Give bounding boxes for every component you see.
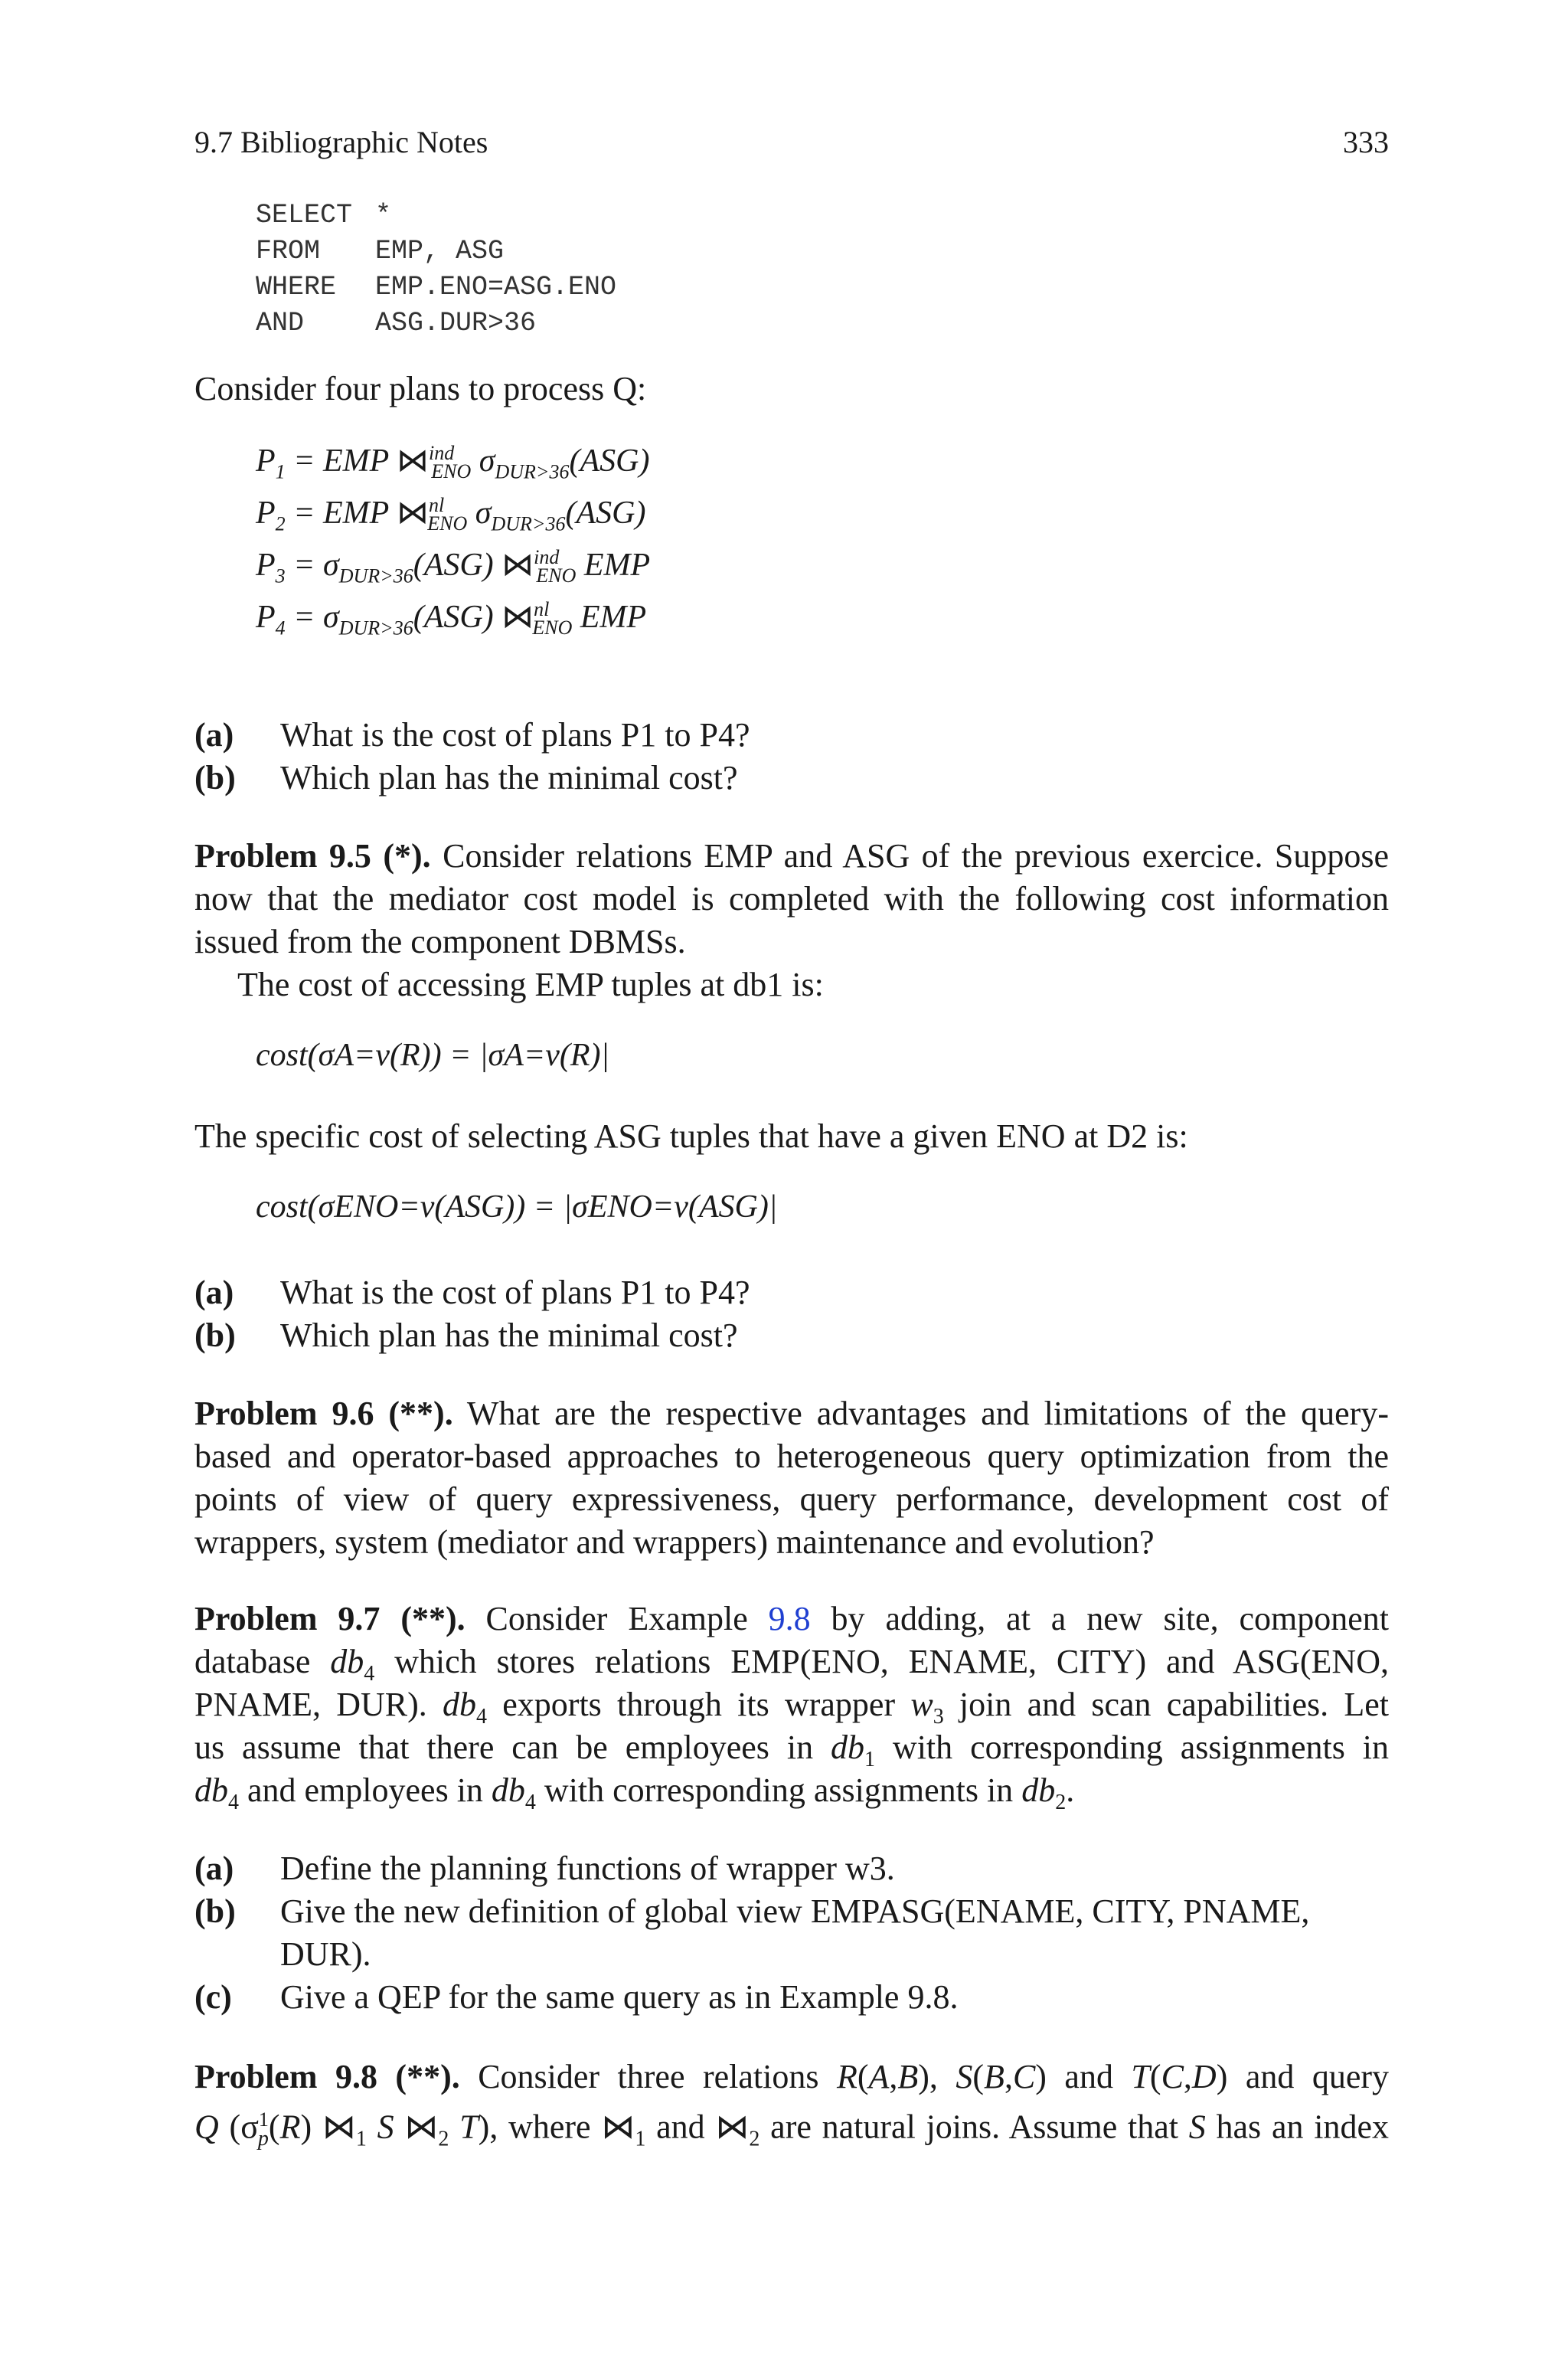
paragraph-line: based and operator-based approaches to heterogeneous query optimization from the	[194, 1438, 1389, 1475]
question-item: (b) Give the new definition of global view EMPASG(ENAME, CITY, PNAME,	[194, 1892, 1310, 1930]
paragraph-line: wrappers, system (mediator and wrappers) maintenance and evolution?	[194, 1523, 1155, 1561]
question-item: (a) What is the cost of plans P1 to P4?	[194, 1274, 750, 1311]
example-link[interactable]: 9.8	[768, 1600, 811, 1637]
plan-equation: $P_3 = \sigma_{DUR>36}(ASG)$ ⋈$^{ind}_{ENO}$ EMP	[256, 546, 651, 587]
paragraph-line: us assume that there can be employees in $db_1$ with corresponding assignments in	[194, 1729, 1389, 1771]
problem-9-6: Problem 9.6 (**). What are the respective advantages and limitations of the query-	[194, 1395, 1389, 1432]
intro-text: Consider four plans to process Q:	[194, 370, 647, 407]
cost-equation: cost(σA=v(R)) = |σA=v(R)|	[256, 1038, 610, 1073]
question-item-cont: DUR).	[280, 1935, 371, 1973]
paragraph-line: PNAME, DUR). $db_4$ exports through its wrapper $w_3$ join and scan capabilities. Let	[194, 1686, 1390, 1729]
cost-equation: cost(σENO=v(ASG)) = |σENO=v(ASG)|	[256, 1189, 778, 1225]
question-item: (b) Which plan has the minimal cost?	[194, 1317, 738, 1354]
question-item: (a) What is the cost of plans P1 to P4?	[194, 716, 750, 754]
paragraph-line: points of view of query expressiveness, query performance, development cost of	[194, 1480, 1389, 1518]
paragraph-line: $db_4$ and employees in $db_4$ with corresponding assignments in $db_2$.	[194, 1771, 1075, 1814]
question-item: (a) Define the planning functions of wrapper w3.	[194, 1850, 895, 1887]
plan-equation: $P_4 = \sigma_{DUR>36}(ASG)$ ⋈$^{nl}_{ENO}$ EMP	[256, 598, 647, 639]
paragraph-line: issued from the component DBMSs.	[194, 923, 686, 960]
paragraph-line: The cost of accessing EMP tuples at db1 is:	[237, 966, 824, 1003]
sql-line: FROM EMP, ASG	[256, 236, 505, 267]
running-header	[194, 124, 1389, 160]
paragraph-line: database $db_4$ which stores relations EMP(ENO, ENAME, CITY) and ASG(ENO,	[194, 1643, 1389, 1686]
sql-line: SELECT *	[256, 200, 392, 231]
paragraph-line: Q ($\sigma^1_p(R)$ $⋈_1$ S $⋈_2$ T), where $⋈_1$ and $⋈_2$ are natural joins. Assume that S has an index	[194, 2108, 1389, 2151]
sql-line: AND ASG.DUR>36	[256, 308, 537, 339]
plan-equation: $P_2$ = EMP ⋈$^{nl}_{ENO}$ $\sigma_{DUR>36}(ASG)$	[256, 494, 646, 535]
section-title: 9.7 Bibliographic Notes	[194, 125, 488, 159]
sql-query	[256, 198, 616, 342]
plan-equation: $P_1$ = EMP ⋈$^{ind}_{ENO}$ $\sigma_{DUR>36}(ASG)$	[256, 442, 650, 483]
problem-9-5: Problem 9.5 (*). Consider relations EMP and ASG of the previous exercice. Suppose	[194, 837, 1390, 875]
sql-line: WHERE EMP.ENO=ASG.ENO	[256, 272, 617, 303]
page-number: 333	[1343, 125, 1389, 159]
paragraph-line: The specific cost of selecting ASG tuples that have a given ENO at D2 is:	[194, 1117, 1188, 1155]
problem-9-8: Problem 9.8 (**). Consider three relations R(A,B), S(B,C) and T(C,D) and query	[194, 2058, 1390, 2095]
question-item: (b) Which plan has the minimal cost?	[194, 759, 738, 796]
problem-9-7: Problem 9.7 (**). Consider Example 9.8 by adding, at a new site, component	[194, 1600, 1389, 1637]
paragraph-line: now that the mediator cost model is completed with the following cost information	[194, 880, 1389, 918]
question-item: (c) Give a QEP for the same query as in Example 9.8.	[194, 1978, 959, 2016]
